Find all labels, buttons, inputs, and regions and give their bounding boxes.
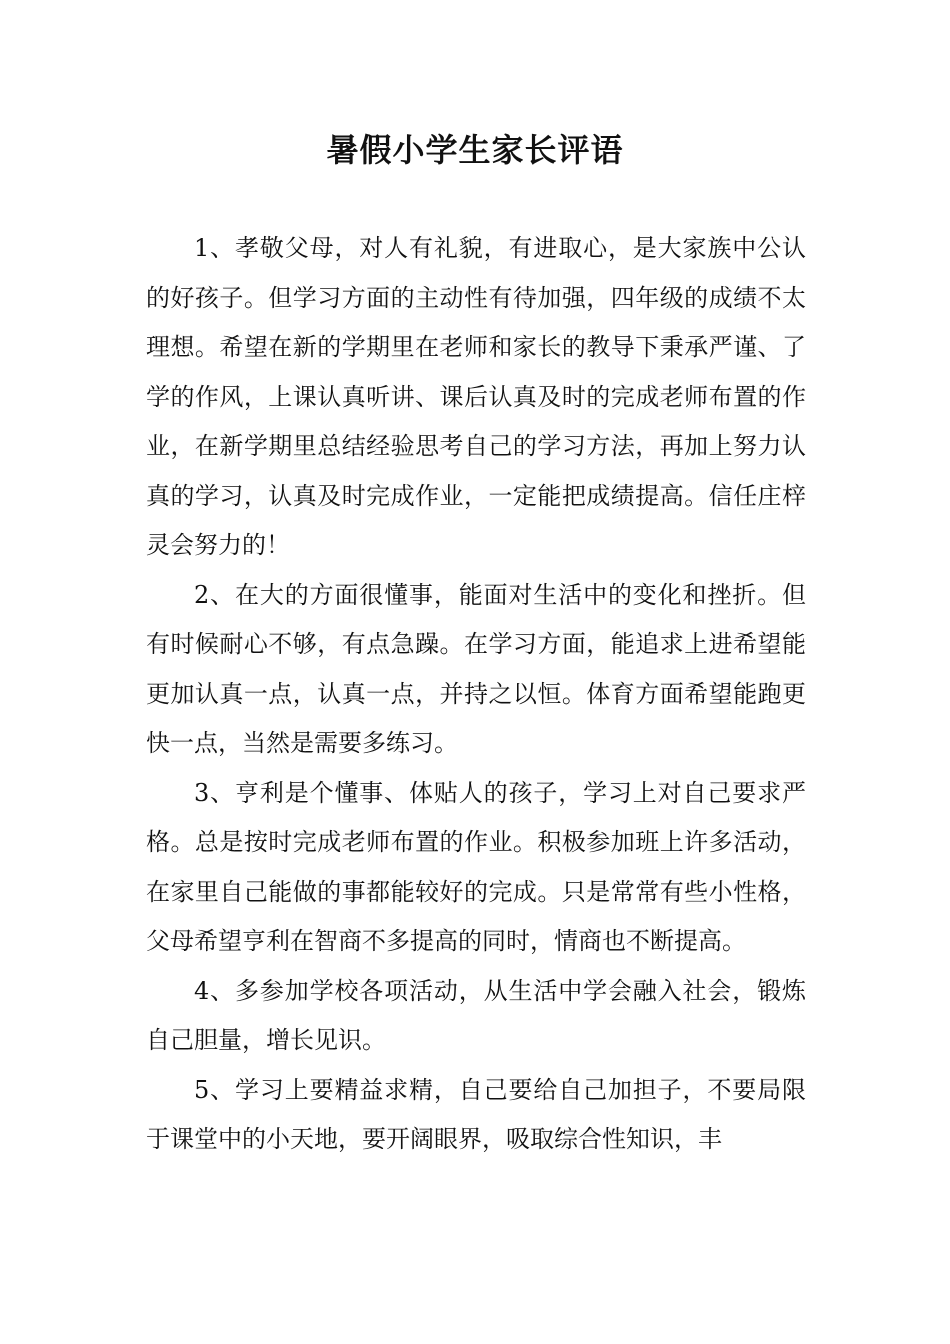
paragraph-4: 4、多参加学校各项活动，从生活中学会融入社会，锻炼自己胆量，增长见识。: [146, 976, 806, 1054]
paragraph-5: 5、学习上要精益求精，自己要给自己加担子，不要局限于课堂中的小天地，要开阔眼界，吸取综合性知识，丰: [146, 1075, 806, 1153]
page-title: 暑假小学生家长评语: [326, 131, 624, 169]
paragraph-2: 2、在大的方面很懂事，能面对生活中的变化和挫折。但有时候耐心不够，有点急躁。在学习方面，能追求上进希望能更加认真一点，认真一点，并持之以恒。体育方面希望能跑更快一点，当然是需要多练习。: [146, 580, 806, 757]
paragraph-1: 1、孝敬父母，对人有礼貌，有进取心，是大家族中公认的好孩子。但学习方面的主动性有待加强，四年级的成绩不太理想。希望在新的学期里在老师和家长的教导下秉承严谨、了学的作风，上课认真听讲、课后认真及时的完成老师布置的作业，在新学期里总结经验思考自己的学习方法，再加上努力认真的学习，认真及时完成作业，一定能把成绩提高。信任庄梓灵会努力的！: [146, 234, 806, 559]
document-body: [146, 224, 806, 1165]
paragraph-3: 3、亨利是个懂事、体贴人的孩子，学习上对自己要求严格。总是按时完成老师布置的作业。积极参加班上许多活动，在家里自己能做的事都能较好的完成。只是常常有些小性格，父母希望亨利在智商不多提高的同时，情商也不断提高。: [146, 778, 806, 955]
